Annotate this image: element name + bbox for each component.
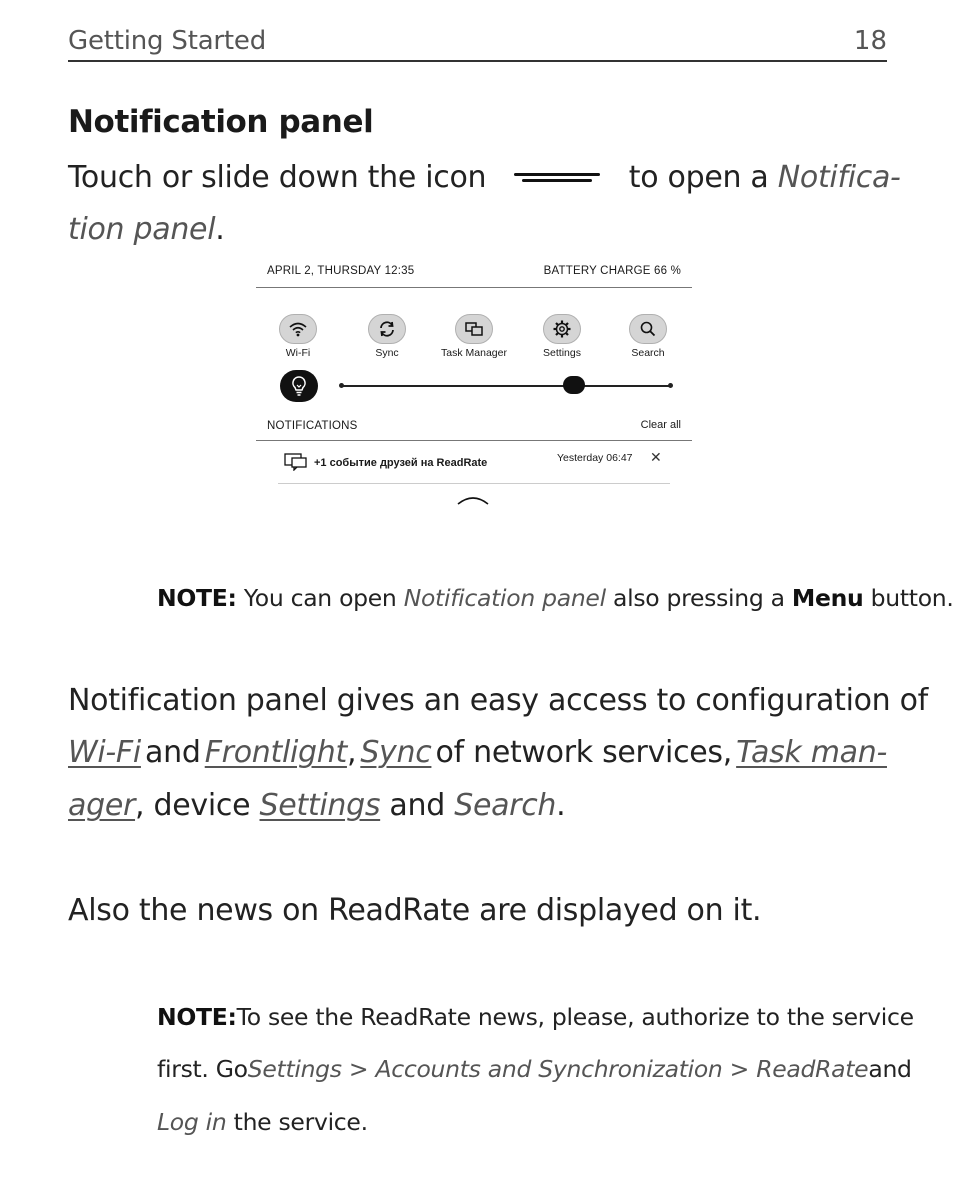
frontlight-slider-track[interactable] [340, 385, 670, 387]
settings-button[interactable] [517, 314, 607, 359]
note-text: also pressing a [612, 584, 785, 612]
note-text: You can open [243, 584, 397, 612]
settings-path: Settings > Accounts and Synchronization > ReadRate [247, 1055, 869, 1083]
search-button[interactable] [603, 314, 693, 359]
clear-all-button[interactable]: Clear all [640, 419, 681, 431]
note-bold-menu: Menu [791, 584, 864, 612]
panel-battery: BATTERY CHARGE 66 % [543, 265, 681, 277]
sync-icon [377, 320, 397, 338]
notification-handle-icon [514, 172, 600, 186]
login-emphasis: Log in [157, 1108, 227, 1136]
note-text: button. [870, 584, 954, 612]
readrate-icon [284, 453, 308, 471]
notifications-divider [256, 440, 692, 441]
note-label: NOTE: [157, 584, 237, 612]
body-line-2 [68, 735, 887, 770]
sync-link[interactable]: Sync [360, 735, 432, 770]
body-text: , device [135, 788, 251, 823]
sync-button[interactable] [342, 314, 432, 359]
intro-line-2 [68, 212, 225, 247]
note-readrate-line-1 [157, 1003, 914, 1031]
bulb-icon [290, 375, 308, 397]
intro-text-1: Touch or slide down the icon [68, 160, 487, 195]
notification-item[interactable] [278, 450, 670, 482]
task-manager-link-cont[interactable]: ager [68, 788, 136, 823]
page-number: 18 [853, 26, 887, 56]
note-readrate-line-3 [157, 1108, 368, 1136]
wifi-button[interactable] [253, 314, 343, 359]
note-text: first. Go [157, 1055, 248, 1083]
note-text: To see the ReadRate news, please, authorize to the service [236, 1003, 914, 1031]
notification-divider [278, 483, 670, 484]
note-readrate-line-2 [157, 1055, 912, 1083]
search-label: Search [631, 347, 665, 359]
notification-time: Yesterday 06:47 [557, 452, 633, 464]
close-icon[interactable]: ✕ [650, 449, 662, 465]
notification-panel-figure [256, 258, 692, 514]
notifications-title: NOTIFICATIONS [267, 420, 358, 432]
body-text: of network services, [435, 735, 732, 770]
task-manager-link[interactable]: Task man- [736, 735, 887, 770]
slider-max-dot [668, 383, 673, 388]
note-text: the service. [233, 1108, 368, 1136]
section-title: Notification panel [68, 104, 374, 140]
search-emphasis: Search [454, 788, 557, 823]
body-text: , [346, 735, 357, 770]
gear-icon [552, 319, 572, 339]
slider-min-dot [339, 383, 344, 388]
frontlight-button[interactable] [280, 370, 318, 402]
task-manager-icon [464, 321, 484, 337]
body-text: and [389, 788, 445, 823]
sync-label: Sync [375, 347, 399, 359]
intro-line-1 [68, 160, 901, 195]
panel-divider [256, 287, 692, 288]
note-label: NOTE: [157, 1003, 237, 1031]
search-icon [639, 320, 657, 338]
body-text: and [145, 735, 201, 770]
running-header [68, 26, 887, 62]
frontlight-link[interactable]: Frontlight [204, 735, 347, 770]
panel-datetime: APRIL 2, THURSDAY 12:35 [267, 265, 415, 277]
chevron-up-icon[interactable] [457, 494, 489, 506]
notification-text: +1 событие друзей на ReadRate [314, 457, 488, 469]
intro-text-2: to open a [628, 160, 769, 195]
task-manager-button[interactable] [429, 314, 519, 359]
note-text: and [868, 1055, 912, 1083]
frontlight-slider-knob[interactable] [563, 376, 585, 394]
body-line-3 [68, 788, 565, 823]
intro-period: . [215, 212, 225, 247]
intro-em-1: Notifica- [777, 160, 901, 195]
wifi-link[interactable]: Wi-Fi [68, 735, 141, 770]
running-header-title: Getting Started [68, 26, 267, 56]
body-line-1: Notification panel gives an easy access to configuration of [68, 683, 928, 718]
wifi-icon [288, 321, 308, 337]
settings-label: Settings [543, 347, 581, 359]
note-menu-button [157, 584, 954, 612]
body-text: . [556, 788, 566, 823]
note-emphasis: Notification panel [403, 584, 606, 612]
body-paragraph-readrate: Also the news on ReadRate are displayed on it. [68, 893, 762, 928]
task-manager-label: Task Manager [441, 347, 507, 359]
settings-link[interactable]: Settings [259, 788, 381, 823]
wifi-label: Wi-Fi [285, 347, 311, 359]
intro-em-2: tion panel [68, 212, 216, 247]
